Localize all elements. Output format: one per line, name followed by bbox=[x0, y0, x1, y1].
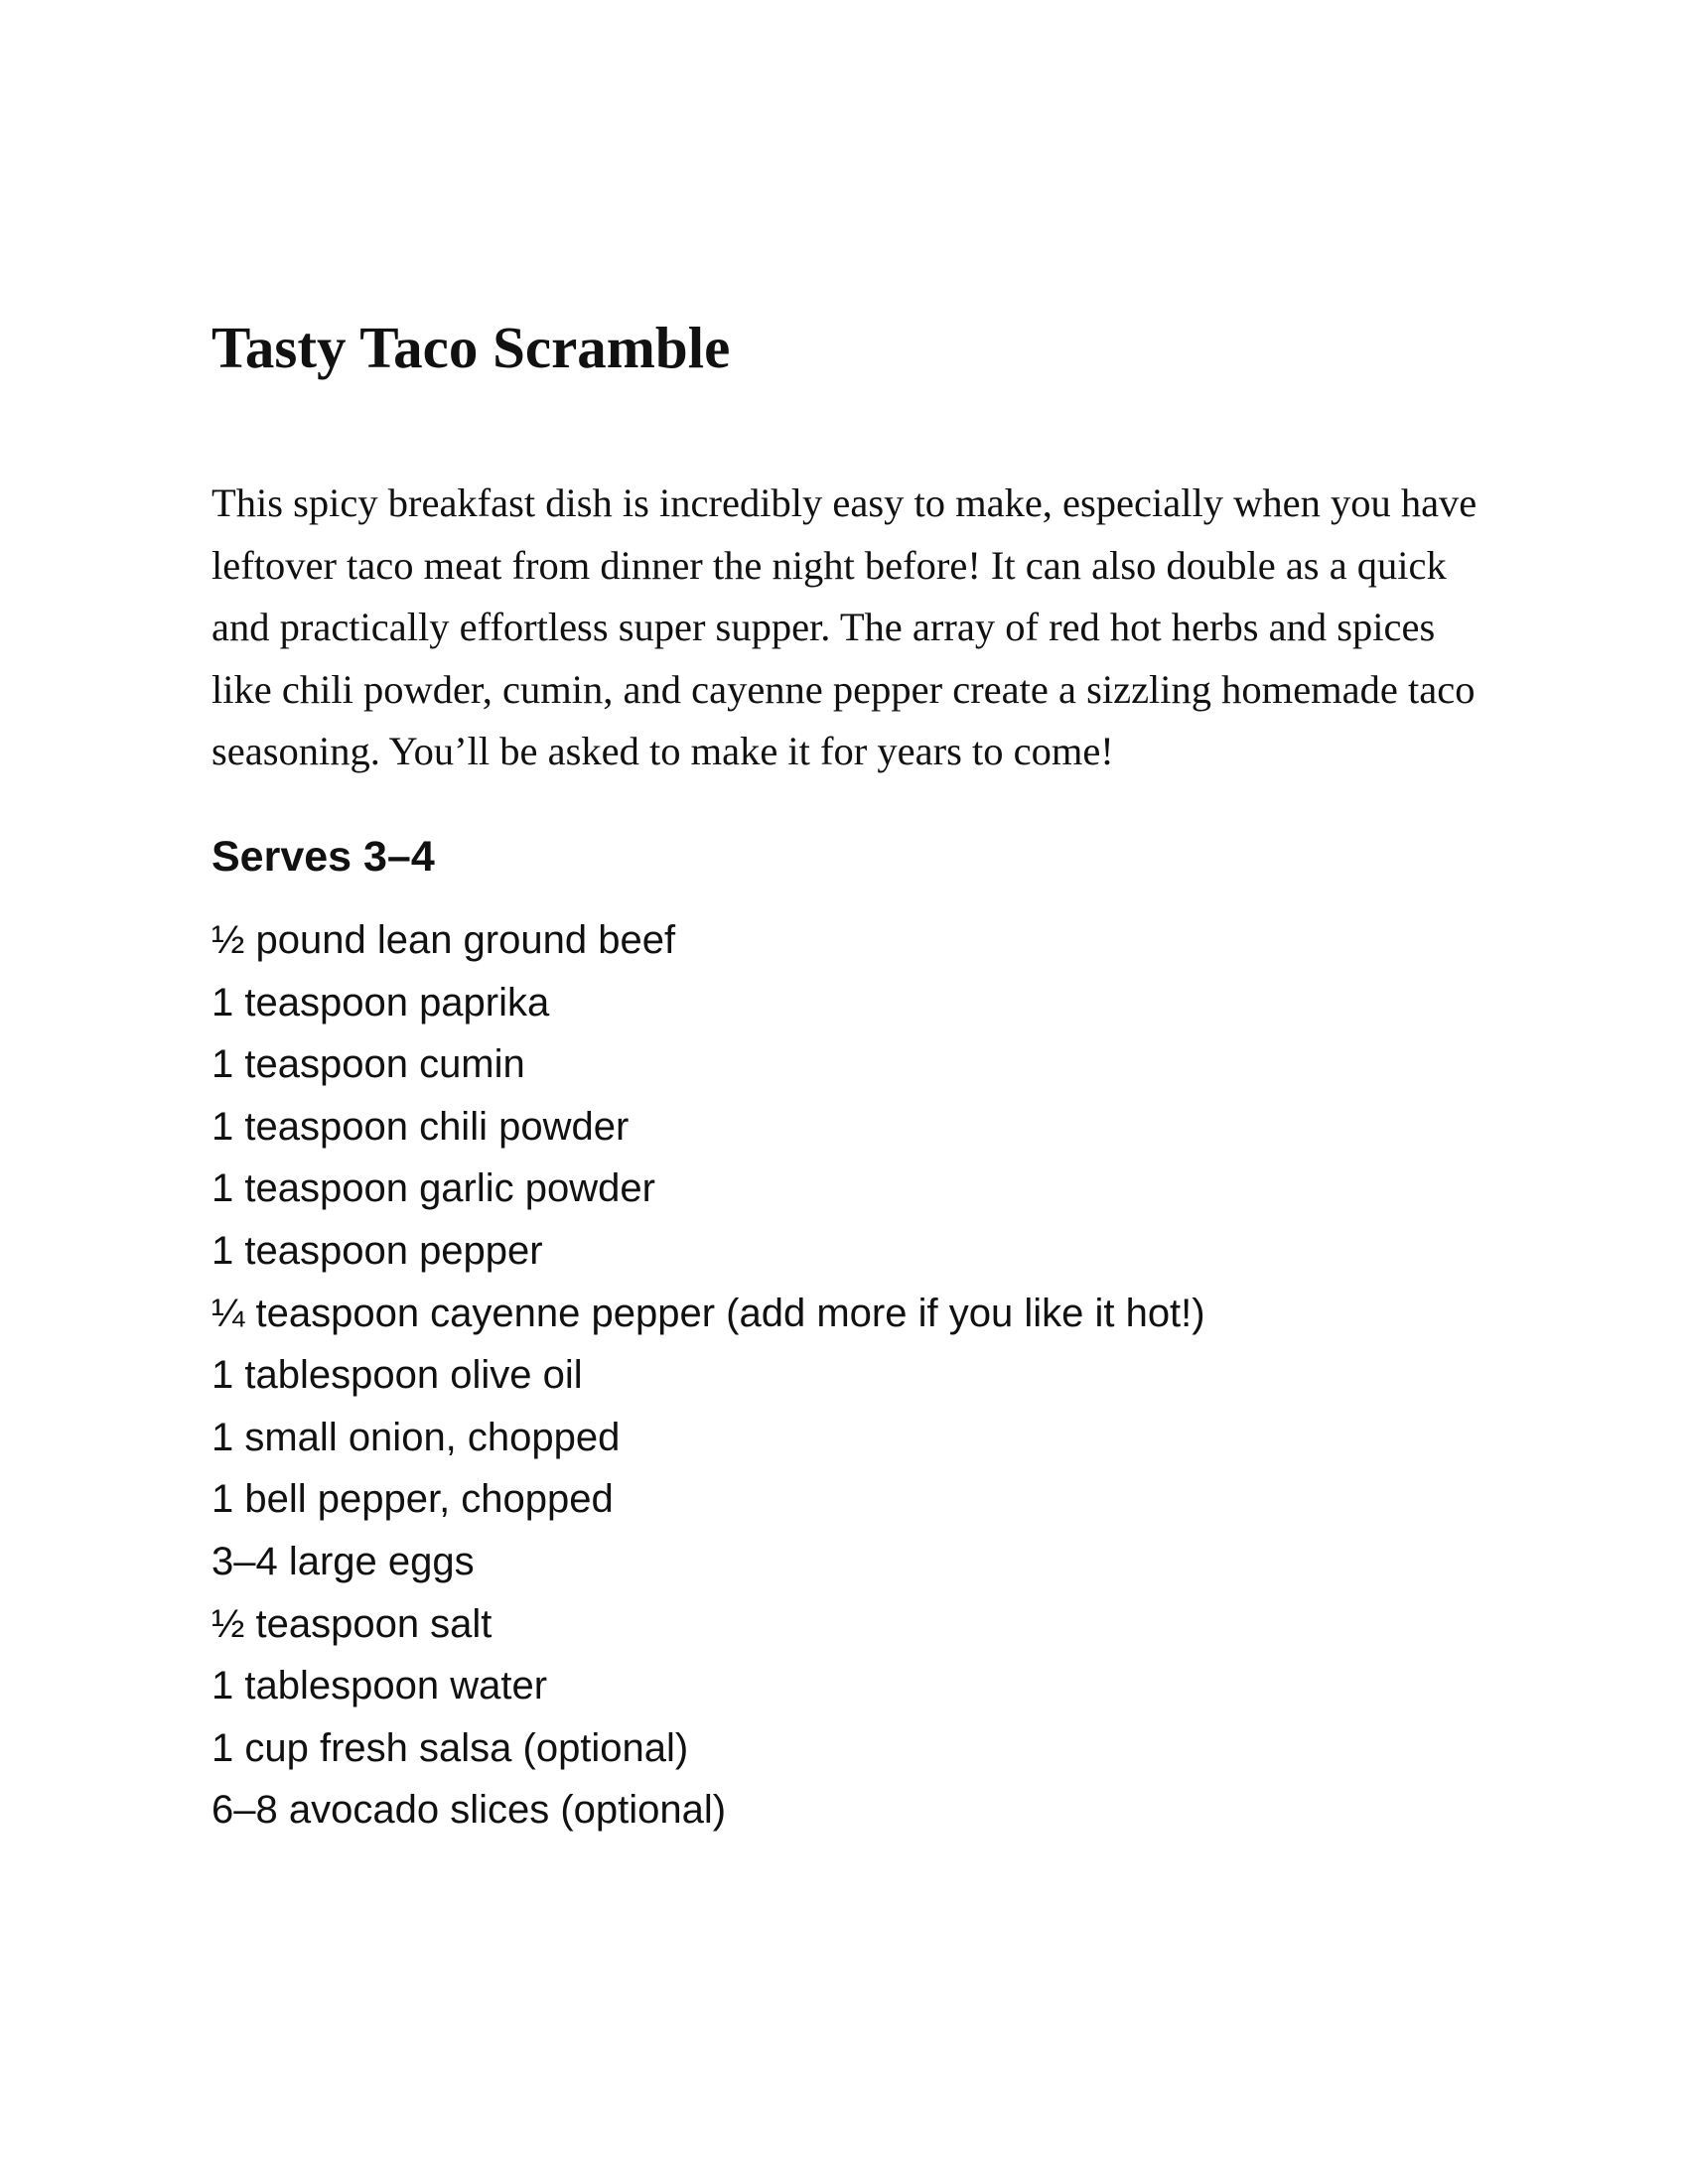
ingredient-item: ¼ teaspoon cayenne pepper (add more if you like it hot!) bbox=[211, 1291, 1205, 1335]
ingredient-item: 3–4 large eggs bbox=[211, 1539, 475, 1583]
ingredient-item: 1 tablespoon water bbox=[211, 1664, 548, 1708]
ingredient-item: 6–8 avocado slices (optional) bbox=[211, 1788, 727, 1833]
ingredient-item: ½ teaspoon salt bbox=[211, 1601, 492, 1646]
ingredient-item: 1 tablespoon olive oil bbox=[211, 1353, 583, 1398]
ingredient-item: 1 bell pepper, chopped bbox=[211, 1477, 614, 1522]
ingredient-item: 1 teaspoon cumin bbox=[211, 1042, 525, 1087]
ingredient-item: 1 small onion, chopped bbox=[211, 1415, 621, 1459]
ingredient-list bbox=[211, 909, 1205, 1842]
ingredient-item: 1 teaspoon chili powder bbox=[211, 1104, 630, 1149]
ingredient-item: ½ pound lean ground beef bbox=[211, 918, 676, 962]
ingredient-item: 1 teaspoon paprika bbox=[211, 980, 550, 1024]
recipe-title: Tasty Taco Scramble bbox=[211, 315, 731, 380]
serves-heading: Serves 3–4 bbox=[211, 833, 435, 881]
ingredient-item: 1 teaspoon pepper bbox=[211, 1228, 543, 1273]
ingredient-item: 1 cup fresh salsa (optional) bbox=[211, 1725, 689, 1770]
recipe-intro: This spicy breakfast dish is incredibly easy to make, especially when you have leftover taco meat from dinner the night before! It can also double as a quick and practically effortless super supper. The array of red hot herbs and spices like chili powder, cumin, and cayenne pepper create a sizzling homemade taco seasoning. You’ll be asked to make it for years to come! bbox=[211, 480, 1477, 773]
ingredient-item: 1 teaspoon garlic powder bbox=[211, 1166, 655, 1211]
